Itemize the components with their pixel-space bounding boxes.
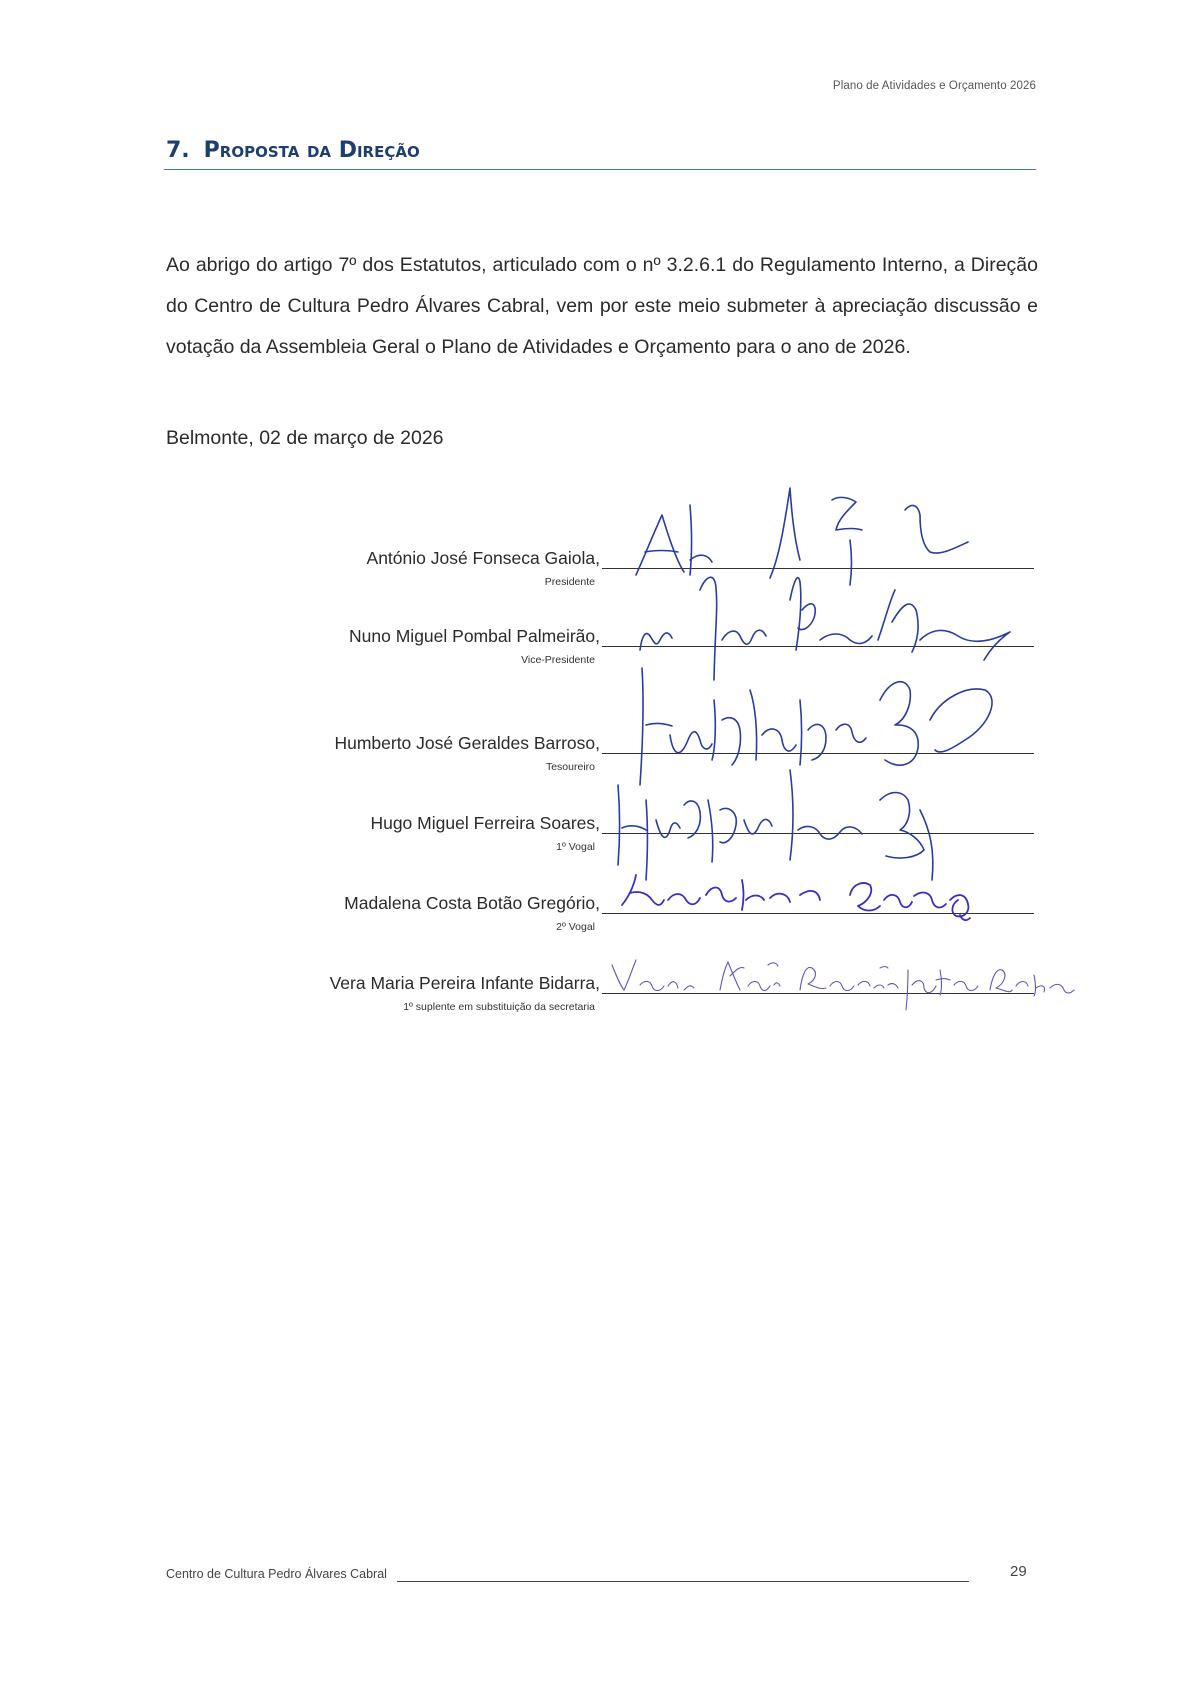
- page-number: 29: [1010, 1563, 1027, 1580]
- signature-row-vice-president: [300, 626, 1034, 686]
- signature-line: [602, 993, 1034, 994]
- signatory-name: Nuno Miguel Pombal Palmeirão,: [349, 626, 600, 646]
- signature-row-second-member: [300, 893, 1034, 953]
- section-divider: [164, 169, 1036, 170]
- footer-organization: Centro de Cultura Pedro Álvares Cabral: [166, 1567, 387, 1581]
- signatory-role: 1º suplente em substituição da secretaria: [403, 1001, 595, 1013]
- signatory-role: 2º Vogal: [556, 921, 595, 933]
- signatory-role: Vice-Presidente: [521, 654, 595, 666]
- section-title: Proposta da Direção: [203, 138, 420, 163]
- signatory-name: António José Fonseca Gaiola,: [366, 548, 600, 568]
- place-date: Belmonte, 02 de março de 2026: [166, 427, 444, 449]
- signature-line: [602, 753, 1034, 754]
- signatory-name: Madalena Costa Botão Gregório,: [344, 893, 600, 913]
- signature-line: [602, 913, 1034, 914]
- signatory-role: 1º Vogal: [556, 841, 595, 853]
- signature-line: [602, 568, 1034, 569]
- section-number: 7.: [166, 138, 190, 163]
- signatory-name: Vera Maria Pereira Infante Bidarra,: [329, 973, 600, 993]
- signature-line: [602, 833, 1034, 834]
- intro-paragraph: Ao abrigo do artigo 7º dos Estatutos, articulado com o nº 3.2.6.1 do Regulamento Interno, a Direção do Centro de Cultura Pedro Álvares Cabral, vem por este meio submeter à apreciação discussão e votação da Assembleia Geral o Plano de Atividades e Orçamento para o ano de 2026.: [166, 254, 1038, 358]
- signature-row-treasurer: [300, 733, 1034, 793]
- document-title: Plano de Atividades e Orçamento 2026: [832, 80, 1036, 92]
- signatory-name: Humberto José Geraldes Barroso,: [334, 733, 600, 753]
- signature-row-substitute: [300, 973, 1034, 1033]
- signatory-role: Tesoureiro: [545, 761, 595, 773]
- footer-divider: [397, 1581, 969, 1582]
- signature-row-president: [300, 548, 1034, 608]
- section-heading: [166, 138, 420, 163]
- signatory-name: Hugo Miguel Ferreira Soares,: [370, 813, 600, 833]
- signatory-role: Presidente: [544, 576, 595, 588]
- signature-row-first-member: [300, 813, 1034, 873]
- signature-line: [602, 646, 1034, 647]
